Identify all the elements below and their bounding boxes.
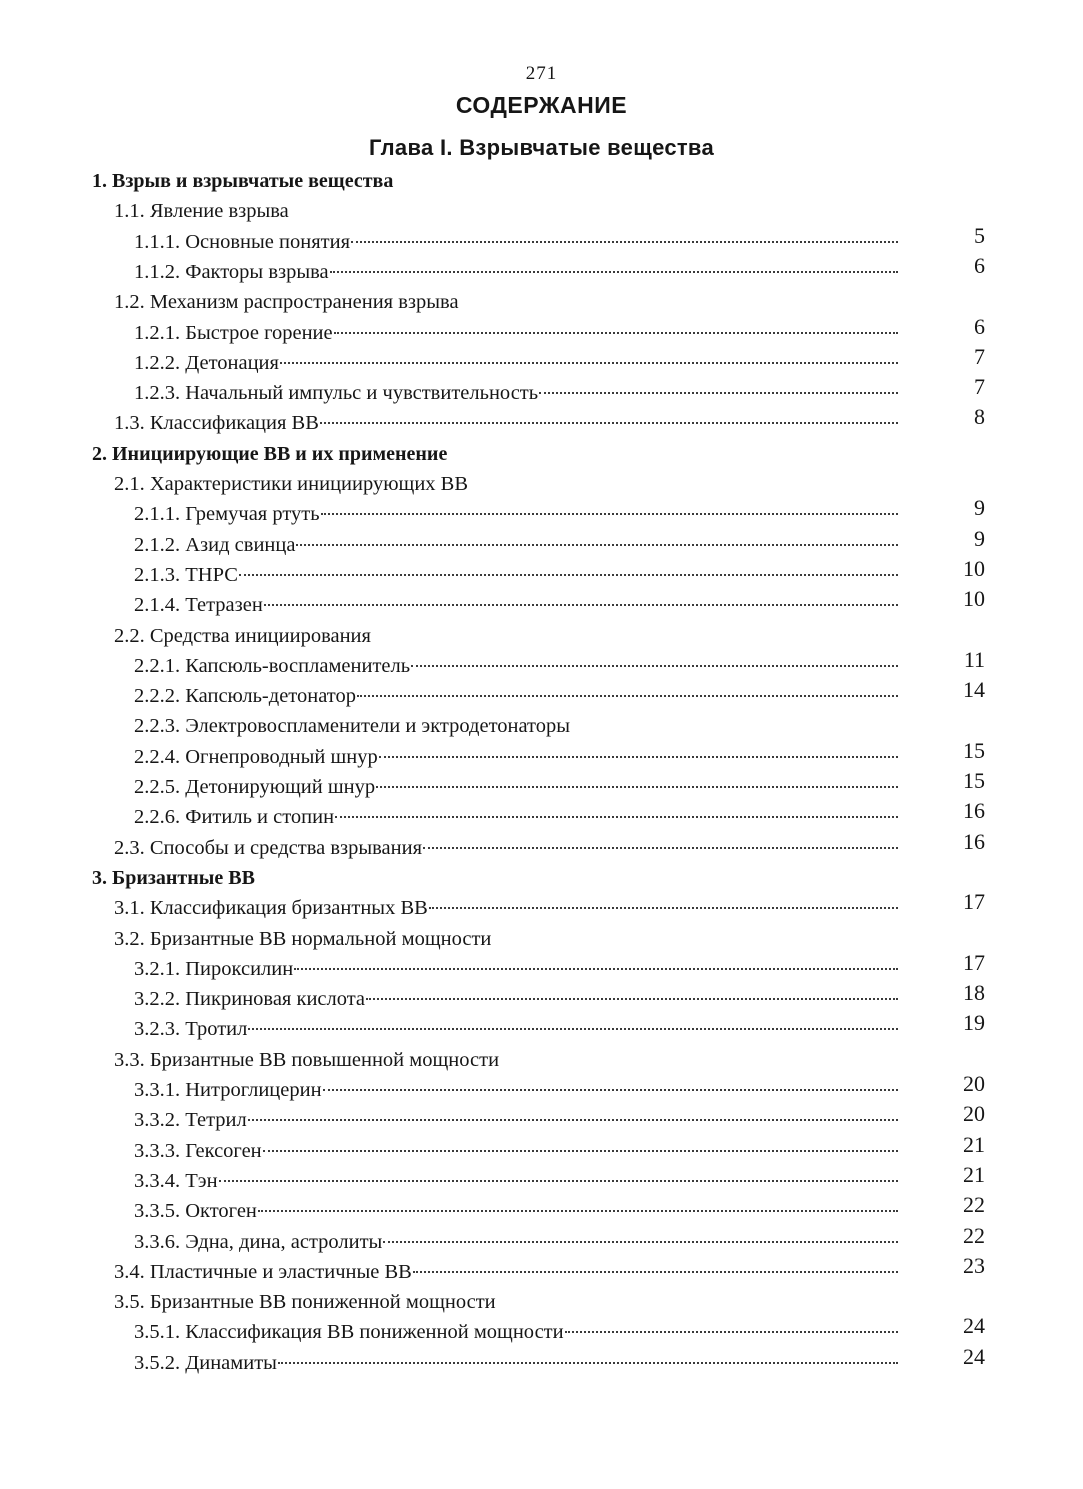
toc-entry-label: 3.5.2. Динамиты	[134, 1352, 277, 1374]
toc-page-number: 17	[963, 950, 985, 975]
toc-entry-label: 2.2.1. Капсюль-воспламенитель	[134, 655, 411, 677]
dot-leader	[323, 1089, 898, 1091]
toc-entry-label: 3.1. Классификация бризантных ВВ	[114, 897, 428, 919]
dot-leader	[383, 1241, 898, 1243]
toc-entry	[134, 1348, 900, 1378]
toc-entry-label: 2.1.1. Гремучая ртуть	[134, 503, 320, 525]
toc-entry-label: 3.3.6. Эдна, дина, астролиты	[134, 1231, 383, 1253]
toc-entry-label: 3.5.1. Классификация ВВ пониженной мощности	[134, 1321, 564, 1343]
toc-page-number: 8	[974, 404, 985, 429]
toc-entry	[134, 984, 900, 1014]
page-title: СОДЕРЖАНИЕ	[455, 92, 628, 118]
toc-page-number: 22	[963, 1192, 985, 1217]
toc-page-number: 6	[974, 314, 985, 339]
toc-page-number: 14	[963, 677, 985, 702]
toc-entry	[134, 560, 900, 590]
toc-entry	[134, 1136, 900, 1166]
dot-leader	[366, 998, 898, 1000]
toc-page-number: 20	[963, 1071, 985, 1096]
dot-leader	[334, 332, 898, 334]
toc-entry-label: 3.3.2. Тетрил	[134, 1109, 247, 1131]
dot-leader	[423, 847, 898, 849]
toc-entry-label: 3.2. Бризантные ВВ нормальной мощности	[114, 928, 492, 950]
toc-entry	[114, 833, 900, 863]
toc-entry	[114, 196, 289, 226]
toc-entry	[134, 1317, 900, 1347]
toc-entry	[134, 348, 900, 378]
toc-entry-label: 3.2.3. Тротил	[134, 1018, 248, 1040]
toc-entry	[114, 1287, 496, 1317]
dot-leader	[264, 604, 898, 606]
toc-section	[92, 166, 393, 196]
toc-entry-label: 3.3.4. Тэн	[134, 1170, 218, 1192]
dot-leader	[565, 1331, 898, 1333]
toc-entry	[114, 893, 900, 923]
toc-entry-label: 1.1.1. Основные понятия	[134, 231, 351, 253]
toc-entry	[134, 1075, 900, 1105]
toc-page-number: 9	[974, 526, 985, 551]
toc-entry	[134, 651, 900, 681]
toc-entry-label: 1.2.3. Начальный импульс и чувствительность	[134, 382, 539, 404]
toc-entry-label: 2.2.2. Капсюль-детонатор	[134, 685, 356, 707]
dot-leader	[296, 544, 898, 546]
toc-entry-label: 3.3.1. Нитроглицерин	[134, 1079, 322, 1101]
toc-entry-label: 2.1.3. ТНРС	[134, 564, 238, 586]
toc-entry	[114, 924, 491, 954]
toc-entry	[134, 1166, 900, 1196]
toc-entry	[134, 378, 900, 408]
toc-entry	[114, 469, 468, 499]
dot-leader	[413, 1271, 898, 1273]
dot-leader	[258, 1210, 898, 1212]
toc-entry	[134, 257, 900, 287]
toc-page-number: 11	[963, 647, 985, 672]
toc-page-number: 10	[963, 556, 985, 581]
toc-entry-label: 1.1. Явление взрыва	[114, 200, 289, 222]
toc-page-number: 18	[963, 980, 985, 1005]
toc-entry-label: 2.1.2. Азид свинца	[134, 534, 296, 556]
toc-entry	[134, 499, 900, 529]
dot-leader	[278, 1362, 898, 1364]
toc-page-number: 16	[963, 829, 985, 854]
toc-entry	[134, 590, 900, 620]
toc-entry-label: 2.3. Способы и средства взрывания	[114, 837, 423, 859]
toc-entry	[134, 802, 900, 832]
toc-entry	[114, 1045, 499, 1075]
toc-entry	[134, 711, 570, 741]
toc-entry	[134, 1227, 900, 1257]
toc-entry-label: 2.1.4. Тетразен	[134, 594, 263, 616]
toc-entry	[134, 227, 900, 257]
dot-leader	[379, 756, 898, 758]
toc-entry	[134, 530, 900, 560]
toc-page-number: 16	[963, 798, 985, 823]
toc-page-number: 23	[963, 1253, 985, 1278]
toc-entry-label: 3.3. Бризантные ВВ повышенной мощности	[114, 1049, 500, 1071]
toc-section	[92, 863, 255, 893]
toc-page-number: 19	[963, 1010, 985, 1035]
toc-entry	[134, 1014, 900, 1044]
toc-entry-label: 2.1. Характеристики инициирующих ВВ	[114, 473, 469, 495]
toc-entry-label: 2.2.3. Электровоспламенители и эктродетонаторы	[134, 715, 571, 737]
toc-page-number: 24	[963, 1313, 985, 1338]
toc-entry-label: 3.5. Бризантные ВВ пониженной мощности	[114, 1291, 496, 1313]
dot-leader	[351, 241, 898, 243]
dot-leader	[248, 1028, 898, 1030]
toc-entry-label: 3.2.1. Пироксилин	[134, 958, 294, 980]
toc-entry	[114, 408, 900, 438]
chapter-title: Глава I. Взрывчатые вещества	[368, 135, 715, 160]
toc-page-number: 17	[963, 889, 985, 914]
toc-entry-label: 2.2.4. Огнепроводный шнур	[134, 746, 378, 768]
dot-leader	[539, 392, 898, 394]
dot-leader	[330, 271, 898, 273]
toc-entry-label: 3.3.3. Гексоген	[134, 1140, 262, 1162]
toc-entry-label: 2. Инициирующие ВВ и их применение	[92, 443, 448, 465]
toc-entry	[134, 1105, 900, 1135]
dot-leader	[429, 907, 898, 909]
toc-page-number: 10	[963, 586, 985, 611]
toc-page-number: 21	[963, 1132, 985, 1157]
toc-entry-label: 1.2.1. Быстрое горение	[134, 322, 333, 344]
toc-entry-label: 3.2.2. Пикриновая кислота	[134, 988, 366, 1010]
toc-entry-label: 1.2. Механизм распространения взрыва	[114, 291, 459, 313]
dot-leader	[376, 786, 898, 788]
toc-entry-label: 2.2.6. Фитиль и стопин	[134, 806, 335, 828]
toc-page-number: 6	[974, 253, 985, 278]
toc-entry-label: 3. Бризантные ВВ	[92, 867, 255, 889]
toc-page-number: 21	[963, 1162, 985, 1187]
toc-entry	[134, 318, 900, 348]
dot-leader	[321, 513, 898, 515]
toc-entry	[134, 772, 900, 802]
dot-leader	[335, 816, 898, 818]
toc-entry-label: 1.3. Классификация ВВ	[114, 412, 319, 434]
dot-leader	[320, 422, 898, 424]
dot-leader	[239, 574, 898, 576]
toc-page-number: 22	[963, 1223, 985, 1248]
toc-entry-label: 1.1.2. Факторы взрыва	[134, 261, 329, 283]
dot-leader	[280, 362, 898, 364]
toc-page-number: 15	[963, 768, 985, 793]
page-number: 271	[525, 63, 558, 84]
toc-page-number: 15	[963, 738, 985, 763]
toc-entry	[134, 681, 900, 711]
toc-entry	[114, 621, 371, 651]
toc-page-number: 7	[974, 344, 985, 369]
dot-leader	[357, 695, 898, 697]
toc-entry-label: 2.2. Средства инициирования	[114, 625, 371, 647]
toc-entry	[134, 954, 900, 984]
dot-leader	[263, 1150, 898, 1152]
toc-page-number: 20	[963, 1101, 985, 1126]
toc-page-number: 7	[974, 374, 985, 399]
toc-entry-label: 1.2.2. Детонация	[134, 352, 279, 374]
toc-entry-label: 2.2.5. Детонирующий шнур	[134, 776, 376, 798]
toc-entry-label: 3.3.5. Октоген	[134, 1200, 257, 1222]
toc-entry-label: 1. Взрыв и взрывчатые вещества	[92, 170, 394, 192]
toc-page-number: 5	[974, 223, 985, 248]
toc-page-number: 9	[974, 495, 985, 520]
toc-entry	[134, 742, 900, 772]
toc-entry	[114, 287, 459, 317]
toc-page-number: 24	[963, 1344, 985, 1369]
toc-entry	[134, 1196, 900, 1226]
toc-section	[92, 439, 447, 469]
dot-leader	[248, 1119, 898, 1121]
dot-leader	[411, 665, 898, 667]
dot-leader	[294, 968, 898, 970]
dot-leader	[219, 1180, 898, 1182]
toc-entry-label: 3.4. Пластичные и эластичные ВВ	[114, 1261, 412, 1283]
toc-entry	[114, 1257, 900, 1287]
